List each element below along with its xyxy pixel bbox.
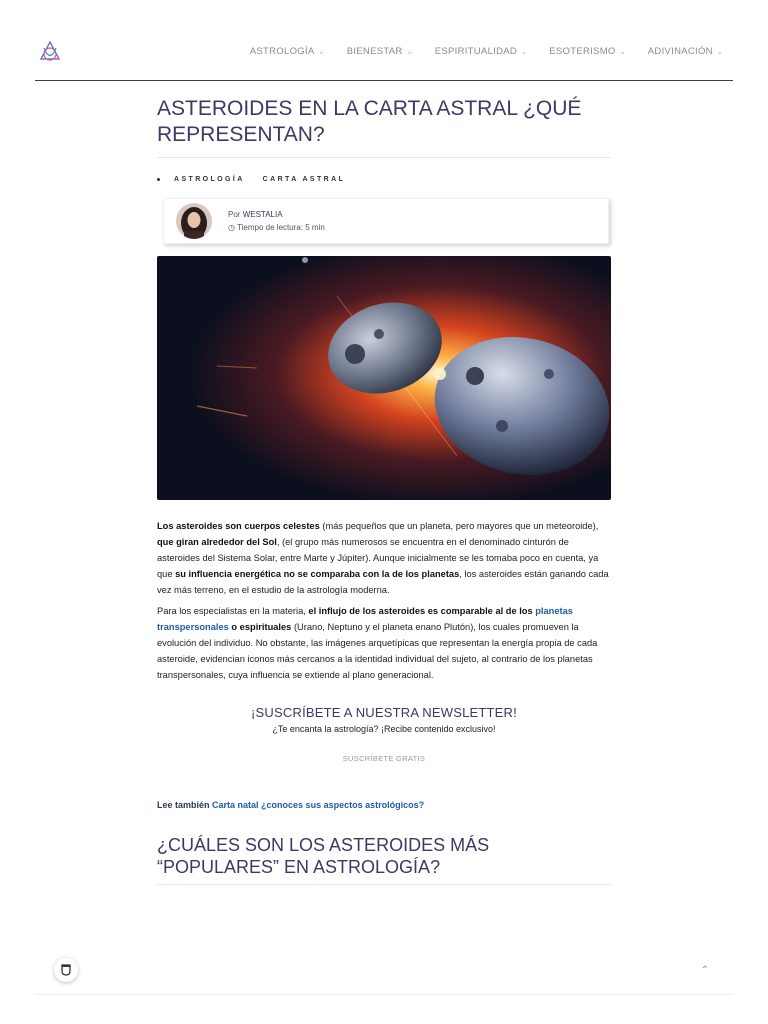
nav-item-espiritualidad[interactable] bbox=[435, 46, 528, 57]
bold-text: Los asteroides son cuerpos celestes bbox=[157, 521, 320, 531]
text: , los asteroides están ganando cada vez más terreno, en el estudio de la astrología moderna. bbox=[157, 569, 609, 595]
paragraph bbox=[157, 518, 611, 598]
read-also-prefix: Lee también bbox=[157, 800, 210, 810]
bold-text: o espirituales bbox=[228, 622, 292, 632]
nav-label: ESPIRITUALIDAD bbox=[434, 46, 518, 57]
bold-text: su influencia energética no se comparaba con la de los planetas bbox=[175, 569, 460, 579]
privacy-button[interactable] bbox=[54, 958, 78, 982]
link-planetas-transpersonales[interactable]: planetas transpersonales bbox=[157, 606, 573, 632]
page-title: ASTEROIDES EN LA CARTA ASTRAL ¿QUÉ REPRESENTAN? bbox=[157, 96, 611, 158]
newsletter-title: ¡SUSCRÍBETE A NUESTRA NEWSLETTER! bbox=[251, 705, 517, 720]
category-carta-astral[interactable]: CARTA ASTRAL bbox=[262, 175, 346, 183]
nav-item-adivinacion[interactable] bbox=[648, 46, 723, 57]
chevron-down-icon: ⌄ bbox=[406, 48, 413, 56]
category-astrologia[interactable]: ASTROLOGÍA bbox=[174, 175, 245, 183]
chevron-up-icon: ⌃ bbox=[700, 965, 710, 976]
text: , (el grupo más numerosos se encuentra en el denominado cinturón de asteroides del Sistema Solar, entre Marte y Júpiter). Aunque inicialmente se les tomaba poco en cuenta, ya que bbox=[157, 537, 599, 579]
footer-divider bbox=[35, 994, 733, 995]
read-also-link[interactable]: Carta natal ¿conoces sus aspectos astrológicos? bbox=[212, 800, 425, 810]
nav-label: ESOTERISMO bbox=[549, 46, 616, 57]
nav-item-astrologia[interactable] bbox=[250, 46, 325, 57]
avatar bbox=[176, 203, 212, 239]
section-heading: ¿CUÁLES SON LOS ASTEROIDES MÁS “POPULARES” EN ASTROLOGÍA? bbox=[157, 834, 611, 885]
logo-icon bbox=[35, 39, 65, 65]
scroll-top-button[interactable] bbox=[698, 964, 712, 978]
read-time bbox=[228, 223, 325, 232]
text: Para los especialistas en la materia, bbox=[157, 606, 309, 616]
clock-icon: ◷ bbox=[228, 223, 235, 232]
newsletter-box bbox=[157, 705, 611, 766]
category-list bbox=[157, 172, 611, 186]
nav-item-esoterismo[interactable] bbox=[549, 46, 626, 57]
chevron-down-icon: ⌄ bbox=[318, 48, 325, 56]
main-nav bbox=[250, 46, 723, 57]
hero-image bbox=[157, 256, 611, 500]
nav-label: BIENESTAR bbox=[346, 46, 403, 57]
author-link[interactable]: WESTALIA bbox=[242, 210, 283, 219]
text: (más pequeños que un planeta, pero mayores que un meteoroide), bbox=[319, 521, 599, 531]
article bbox=[157, 96, 611, 885]
author-prefix: Por bbox=[228, 210, 241, 219]
bold-text: el influjo de los asteroides es comparable al de los bbox=[308, 606, 536, 616]
read-also bbox=[157, 800, 611, 810]
author-card bbox=[163, 198, 609, 244]
site-header bbox=[35, 36, 733, 81]
chevron-down-icon: ⌄ bbox=[619, 48, 626, 56]
bullet-icon bbox=[157, 178, 160, 181]
chevron-down-icon: ⌄ bbox=[716, 48, 723, 56]
read-time-text: Tiempo de lectura: 5 min bbox=[237, 223, 325, 232]
chevron-down-icon: ⌄ bbox=[521, 48, 528, 56]
site-logo[interactable] bbox=[35, 38, 115, 66]
nav-label: ASTROLOGÍA bbox=[249, 46, 315, 57]
paragraph bbox=[157, 603, 611, 683]
text: (Urano, Neptuno y el planeta enano Plutón), los cuales promueven la evolución del individuo. No obstante, las imágenes arquetípicas que representan la energía propia de cada asteroide, evidencian iconos más cercanos a la identidad individual del sujeto, al contrario de los planetas transpersonales, cuya influencia se extiende al plano generacional. bbox=[157, 622, 598, 680]
bold-text: que giran alrededor del Sol bbox=[157, 537, 277, 547]
nav-label: ADIVINACIÓN bbox=[647, 46, 713, 57]
article-body bbox=[157, 518, 611, 683]
nav-item-bienestar[interactable] bbox=[347, 46, 413, 57]
newsletter-subtitle: ¿Te encanta la astrología? ¡Recibe contenido exclusivo! bbox=[272, 724, 496, 734]
author-byline bbox=[228, 210, 283, 219]
subscribe-button[interactable]: SUSCRÍBETE GRATIS bbox=[342, 754, 426, 763]
shield-icon bbox=[61, 964, 71, 976]
